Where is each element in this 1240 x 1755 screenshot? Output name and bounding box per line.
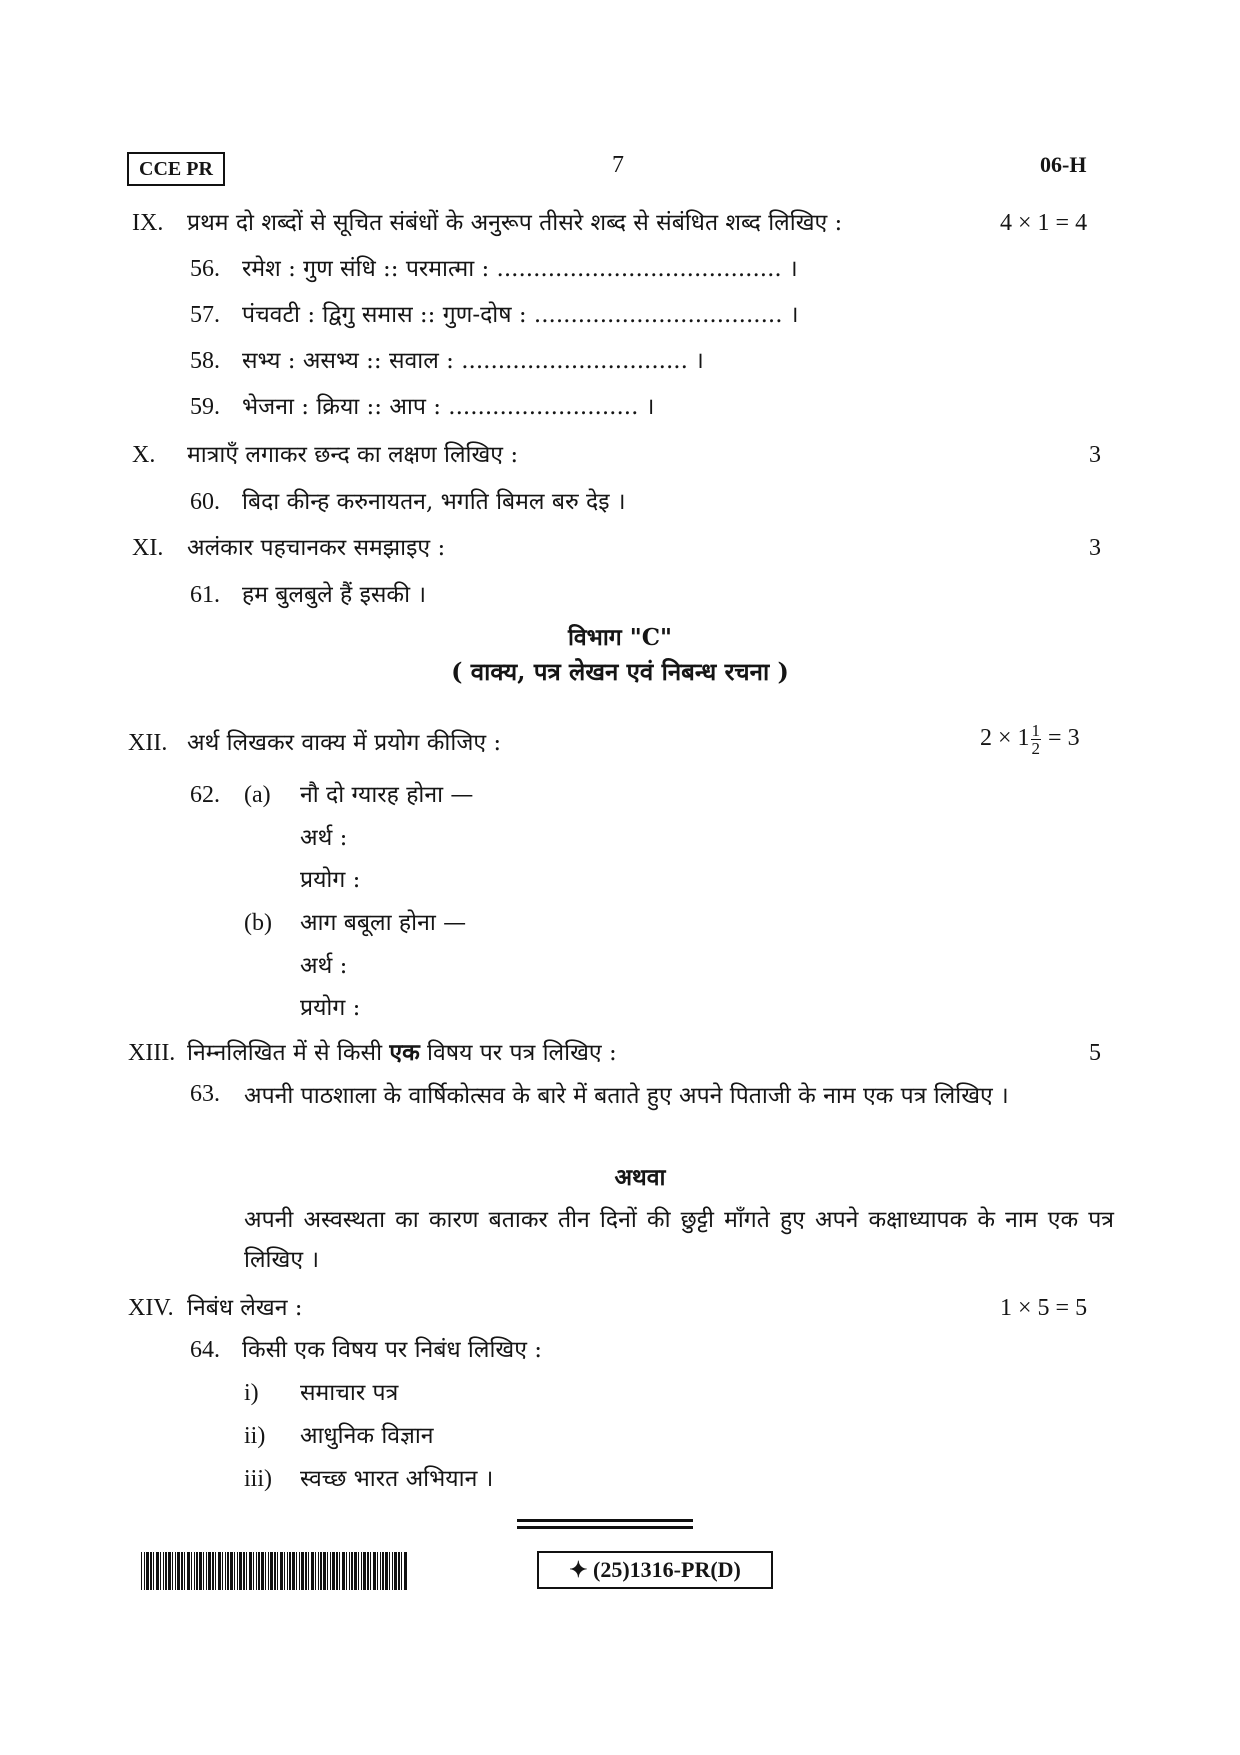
- q9-roman: IX.: [132, 210, 164, 236]
- q9-instruction: प्रथम दो शब्दों से सूचित संबंधों के अनुरूप तीसरे शब्द से संबंधित शब्द लिखिए :: [187, 210, 843, 236]
- barcode-bar: [301, 1552, 304, 1590]
- q56-text: रमेश : गुण संधि :: परमात्मा : ....................................... ।: [242, 256, 798, 282]
- barcode-bar: [401, 1552, 402, 1590]
- barcode-bar: [196, 1552, 198, 1590]
- barcode-bar: [208, 1552, 211, 1590]
- barcode-bar: [336, 1552, 338, 1590]
- barcode-bar: [318, 1552, 319, 1590]
- barcode-bar: [153, 1552, 154, 1590]
- barcode-bar: [215, 1552, 216, 1590]
- barcode-bar: [358, 1552, 359, 1590]
- barcode-bar: [284, 1552, 285, 1590]
- barcode-bar: [230, 1552, 233, 1590]
- topic-2-label: ii): [244, 1423, 266, 1449]
- barcode-bar: [277, 1552, 278, 1590]
- barcode-bar: [237, 1552, 238, 1590]
- barcode-bar: [222, 1552, 223, 1590]
- barcode-bar: [218, 1552, 221, 1590]
- barcode-bar: [225, 1552, 226, 1590]
- q12-roman: XII.: [128, 730, 168, 756]
- barcode-bar: [385, 1552, 388, 1590]
- q9-marks: 4 × 1 = 4: [1000, 210, 1088, 236]
- paper-code: [537, 1551, 773, 1589]
- q10-instruction: मात्राएँ लगाकर छन्द का लक्षण लिखिए :: [187, 442, 519, 468]
- barcode-bar: [253, 1552, 254, 1590]
- barcode-bar: [308, 1552, 309, 1590]
- barcode-bar: [327, 1552, 328, 1590]
- q12-marks-suffix: = 3: [1048, 725, 1080, 752]
- q64-text: किसी एक विषय पर निबंध लिखिए :: [242, 1337, 543, 1363]
- q63-number: 63.: [190, 1081, 220, 1107]
- q11-instruction: अलंकार पहचानकर समझाइए :: [187, 535, 446, 561]
- barcode-bar: [404, 1552, 407, 1590]
- end-rule-bottom: [517, 1526, 693, 1529]
- q12-marks: [980, 722, 1080, 757]
- q62b-label: (b): [244, 910, 272, 936]
- barcode-bar: [342, 1552, 345, 1590]
- q62b-usage: प्रयोग :: [300, 995, 361, 1021]
- q57-text: पंचवटी : द्विगु समास :: गुण-दोष : .................................. ।: [242, 302, 799, 328]
- q62a-usage: प्रयोग :: [300, 867, 361, 893]
- barcode-bar: [160, 1552, 161, 1590]
- barcode-bar: [280, 1552, 283, 1590]
- q12-frac-numerator: 1: [1031, 721, 1041, 740]
- barcode-bar: [398, 1552, 400, 1590]
- barcode-bar: [150, 1552, 152, 1590]
- barcode-bar: [363, 1552, 366, 1590]
- barcode-bar: [305, 1552, 307, 1590]
- barcode-bar: [243, 1552, 245, 1590]
- barcode-bar: [320, 1552, 322, 1590]
- barcode-bar: [191, 1552, 192, 1590]
- barcode-bar: [330, 1552, 331, 1590]
- q62a-meaning: अर्थ :: [300, 825, 348, 851]
- q62b-meaning: अर्थ :: [300, 953, 348, 979]
- barcode-bar: [249, 1552, 252, 1590]
- barcode-bar: [296, 1552, 297, 1590]
- barcode-bar: [234, 1552, 235, 1590]
- q13-marks: 5: [1089, 1040, 1101, 1066]
- barcode-bar: [184, 1552, 185, 1590]
- q13-instruction-bold: एक: [389, 1039, 420, 1066]
- barcode-bar: [261, 1552, 264, 1590]
- barcode-bar: [194, 1552, 195, 1590]
- q60-text: बिदा कीन्ह करुनायतन, भगति बिमल बरु देइ ।: [242, 489, 626, 515]
- q61-text: हम बुलबुले हैं इसकी ।: [242, 582, 427, 608]
- barcode-bar: [332, 1552, 335, 1590]
- header-right-code: 06-H: [1040, 152, 1087, 177]
- page-number: 7: [612, 152, 624, 178]
- barcode-bar: [146, 1552, 149, 1590]
- barcode-bar: [168, 1552, 171, 1590]
- q12-marks-fraction: [1031, 722, 1042, 757]
- barcode-bar: [206, 1552, 207, 1590]
- q12-instruction: अर्थ लिखकर वाक्य में प्रयोग कीजिए :: [187, 730, 502, 756]
- barcode-bar: [351, 1552, 353, 1590]
- barcode-bar: [354, 1552, 357, 1590]
- topic-1-text: समाचार पत्र: [300, 1380, 399, 1406]
- header-left-code: CCE PR: [127, 152, 225, 186]
- q56-number: 56.: [190, 256, 220, 282]
- barcode-bar: [373, 1552, 376, 1590]
- q62a-label: (a): [244, 782, 271, 808]
- q10-roman: X.: [132, 442, 156, 468]
- barcode-bar: [367, 1552, 369, 1590]
- barcode-bar: [270, 1552, 273, 1590]
- barcode-bar: [187, 1552, 190, 1590]
- q58-text: सभ्य : असभ्य :: सवाल : ............................... ।: [242, 348, 704, 374]
- barcode-bar: [382, 1552, 384, 1590]
- barcode-bar: [256, 1552, 257, 1590]
- topic-3-text: स्वच्छ भारत अभियान ।: [300, 1466, 494, 1492]
- q62b-idiom: आग बबूला होना —: [300, 910, 467, 936]
- barcode-bar: [258, 1552, 260, 1590]
- q60-number: 60.: [190, 489, 220, 515]
- barcode-bar: [199, 1552, 202, 1590]
- barcode-bar: [370, 1552, 371, 1590]
- barcode: [141, 1552, 407, 1590]
- section-subtitle: ( वाक्य, पत्र लेखन एवं निबन्ध रचना ): [451, 657, 789, 686]
- barcode-bar: [172, 1552, 173, 1590]
- q11-roman: XI.: [132, 535, 164, 561]
- q62a-idiom: नौ दो ग्यारह होना —: [300, 782, 474, 808]
- q13-instruction: [187, 1038, 617, 1068]
- barcode-bar: [289, 1552, 291, 1590]
- q13-instruction-pre: निम्नलिखित में से किसी: [187, 1040, 383, 1066]
- q14-marks: 1 × 5 = 5: [1000, 1295, 1088, 1321]
- topic-2-text: आधुनिक विज्ञान: [300, 1423, 434, 1449]
- q59-text: भेजना : क्रिया :: आप : .......................... ।: [242, 394, 655, 420]
- barcode-bar: [163, 1552, 164, 1590]
- barcode-bar: [141, 1552, 142, 1590]
- barcode-bar: [144, 1552, 145, 1590]
- barcode-bar: [292, 1552, 295, 1590]
- q10-marks: 3: [1089, 442, 1101, 468]
- barcode-bar: [392, 1552, 393, 1590]
- barcode-bar: [177, 1552, 180, 1590]
- barcode-bar: [265, 1552, 266, 1590]
- q63-option2: अपनी अस्वस्थता का कारण बताकर तीन दिनों की छुट्टी माँगते हुए अपने कक्षाध्यापक के नाम एक पत्र लिखिए ।: [244, 1207, 1114, 1273]
- q11-marks: 3: [1089, 535, 1101, 561]
- barcode-bar: [212, 1552, 214, 1590]
- barcode-bar: [315, 1552, 316, 1590]
- barcode-bar: [227, 1552, 229, 1590]
- paper-code-text: (25)1316-PR(D): [593, 1557, 741, 1582]
- barcode-bar: [274, 1552, 276, 1590]
- topic-3-label: iii): [244, 1466, 272, 1492]
- barcode-bar: [246, 1552, 247, 1590]
- q14-roman: XIV.: [128, 1295, 174, 1321]
- topic-1-label: i): [244, 1380, 259, 1406]
- barcode-bar: [361, 1552, 362, 1590]
- q63-or-label: अथवा: [614, 1164, 666, 1191]
- q12-frac-denominator: 2: [1031, 739, 1041, 758]
- barcode-bar: [287, 1552, 288, 1590]
- q57-number: 57.: [190, 302, 220, 328]
- q13-instruction-post: विषय पर पत्र लिखिए :: [427, 1040, 617, 1066]
- barcode-bar: [175, 1552, 176, 1590]
- barcode-bar: [203, 1552, 204, 1590]
- barcode-bar: [394, 1552, 397, 1590]
- barcode-bar: [181, 1552, 183, 1590]
- q64-number: 64.: [190, 1337, 220, 1363]
- q58-number: 58.: [190, 348, 220, 374]
- barcode-bar: [268, 1552, 269, 1590]
- barcode-bar: [165, 1552, 167, 1590]
- q61-number: 61.: [190, 582, 220, 608]
- q59-number: 59.: [190, 394, 220, 420]
- barcode-bar: [323, 1552, 326, 1590]
- q13-roman: XIII.: [128, 1040, 176, 1066]
- star-icon: ✦: [569, 1557, 588, 1582]
- q14-instruction: निबंध लेखन :: [187, 1295, 303, 1321]
- q62-number: 62.: [190, 782, 220, 808]
- barcode-bar: [339, 1552, 340, 1590]
- barcode-bar: [349, 1552, 350, 1590]
- barcode-bar: [377, 1552, 378, 1590]
- barcode-bar: [311, 1552, 314, 1590]
- q63-option1: अपनी पाठशाला के वार्षिकोत्सव के बारे में बताते हुए अपने पिताजी के नाम एक पत्र लिखिए ।: [244, 1083, 1009, 1109]
- barcode-bar: [346, 1552, 347, 1590]
- barcode-bar: [239, 1552, 242, 1590]
- q12-marks-prefix: 2 × 1: [980, 725, 1030, 752]
- section-title: विभाग "C": [567, 624, 673, 651]
- end-rule-top: [517, 1519, 693, 1522]
- barcode-bar: [389, 1552, 390, 1590]
- barcode-bar: [156, 1552, 159, 1590]
- barcode-bar: [299, 1552, 300, 1590]
- barcode-bar: [380, 1552, 381, 1590]
